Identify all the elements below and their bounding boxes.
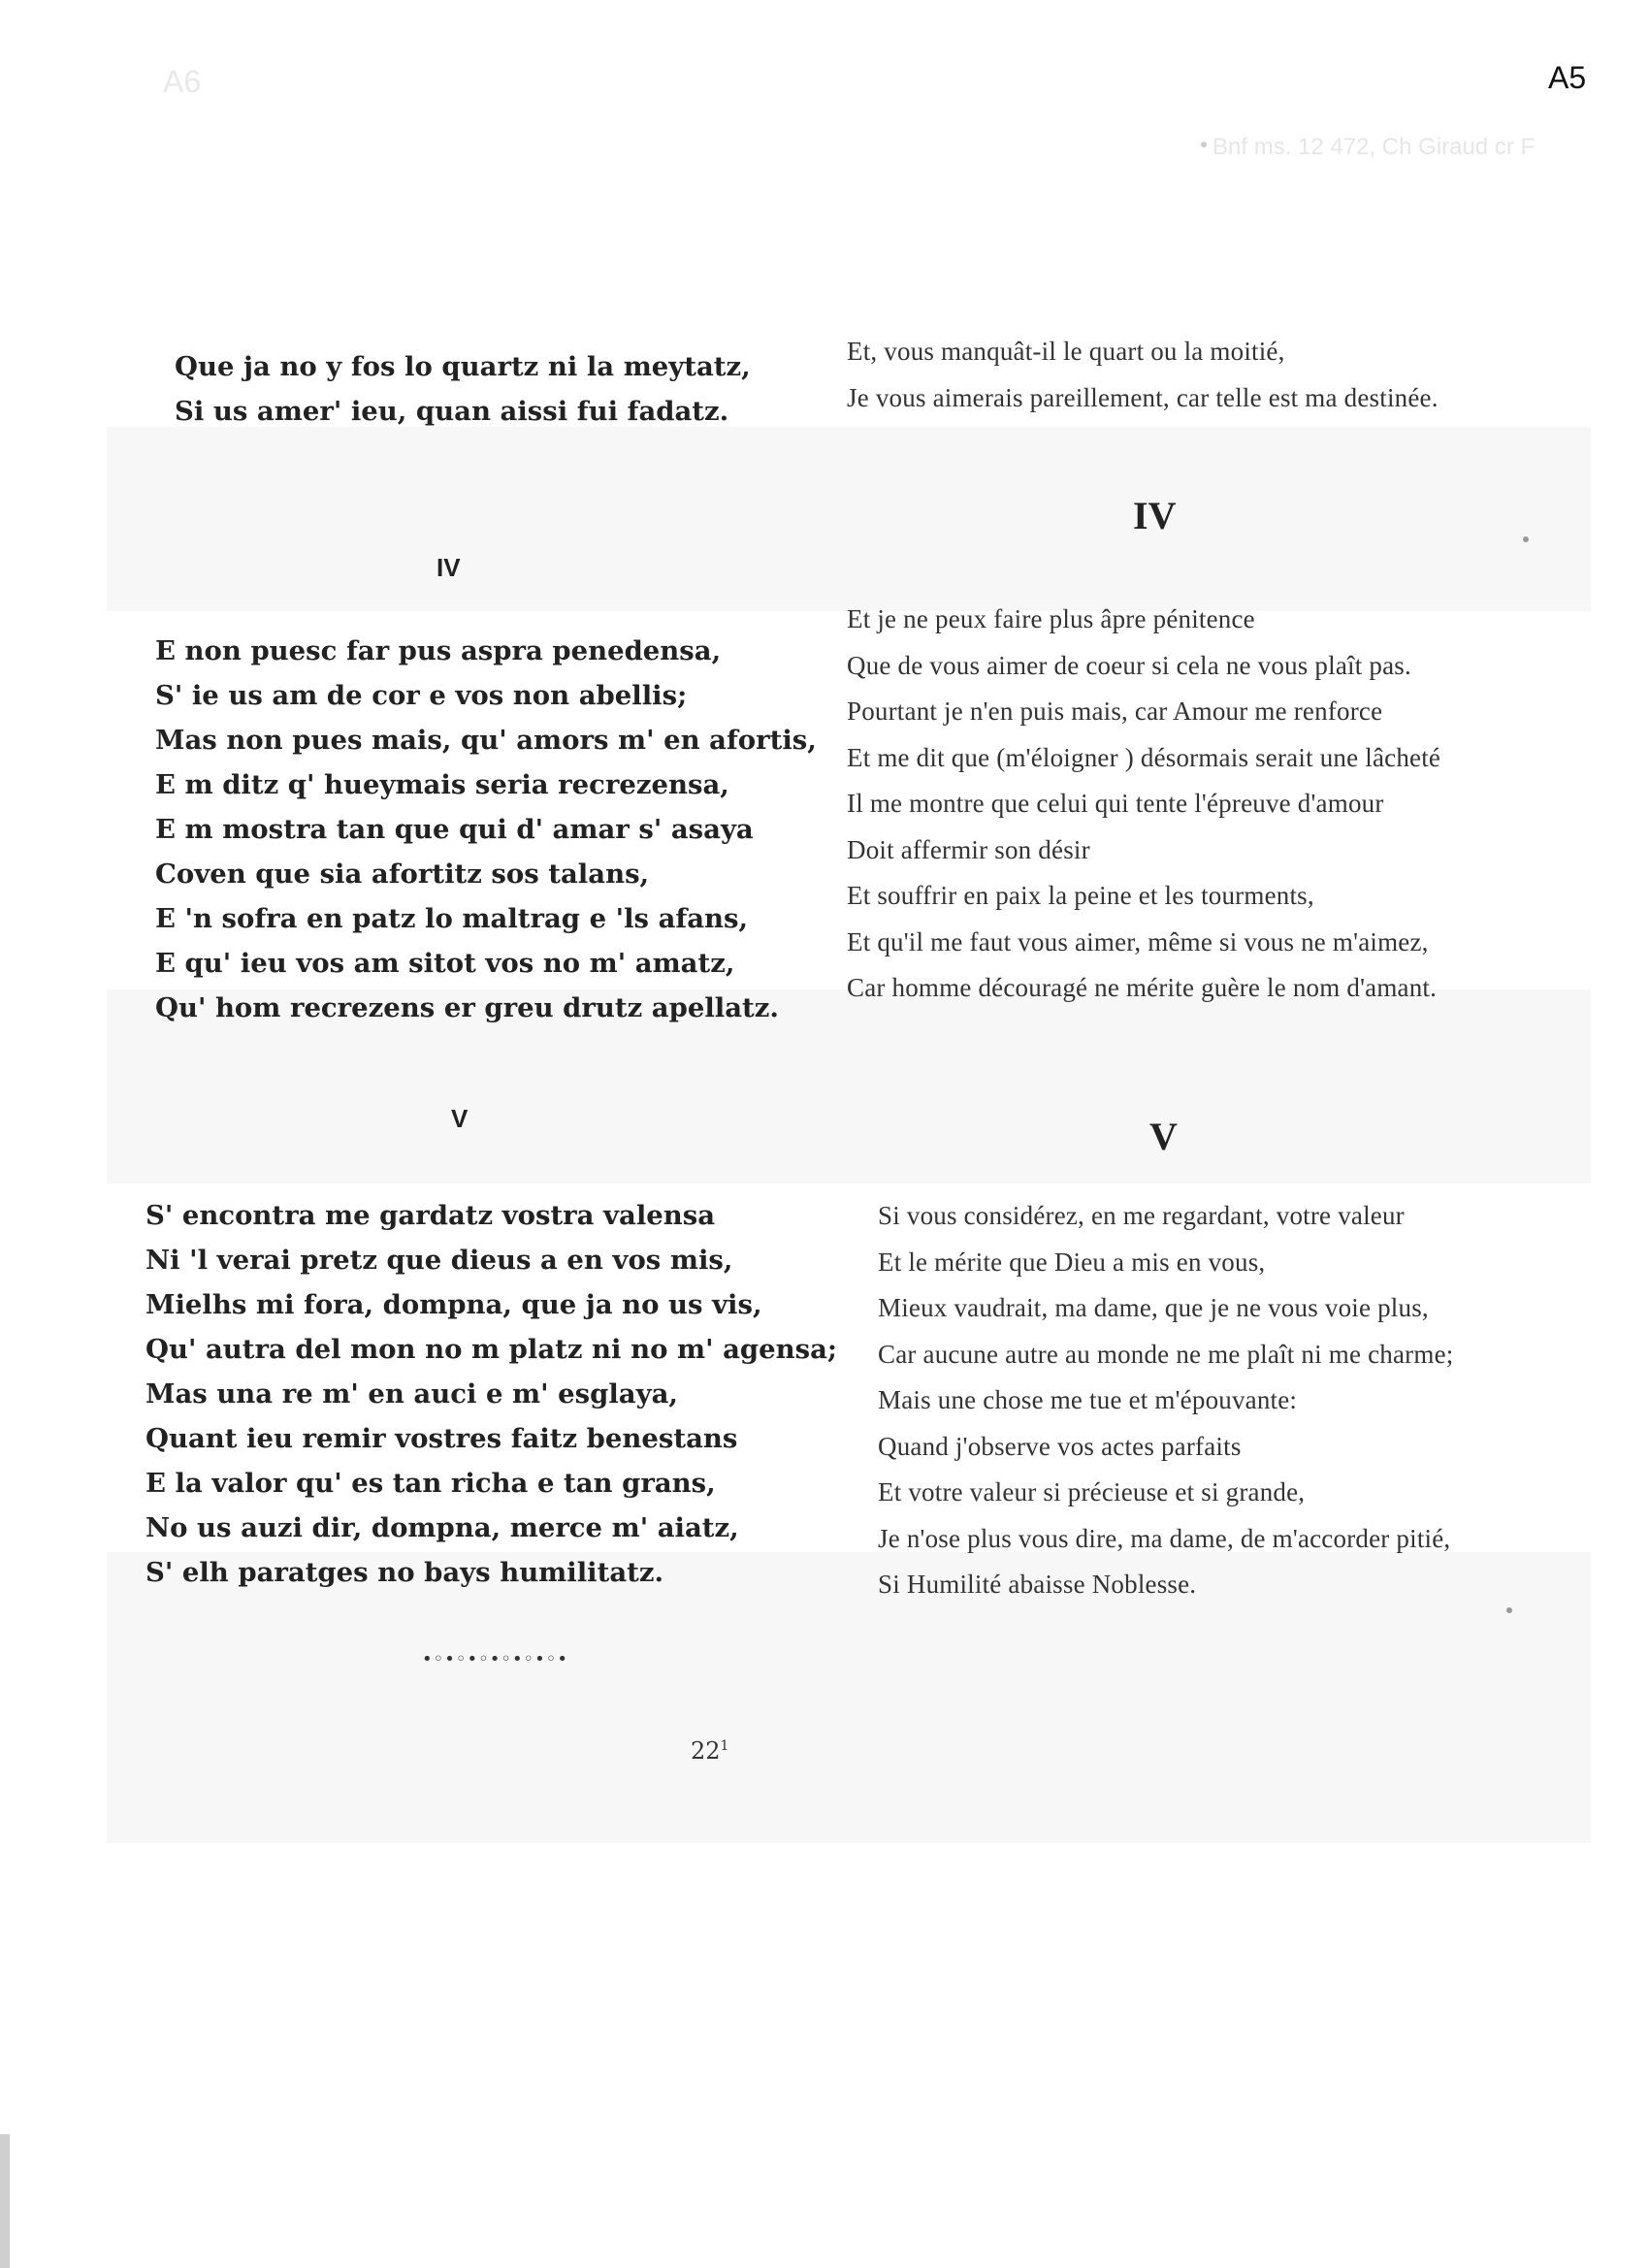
- translation-line: Doit affermir son désir: [847, 834, 1090, 864]
- page-label: A5: [1548, 60, 1587, 95]
- occitan-stanza-number: V: [451, 1104, 469, 1133]
- french-stanza-number: V: [1149, 1115, 1178, 1158]
- show-through-label: A6: [163, 64, 202, 99]
- verse-line: E 'n sofra en patz lo maltrag e 'ls afans,: [155, 903, 749, 934]
- translation-line: Et me dit que (m'éloigner ) désormais serait une lâcheté: [847, 742, 1441, 772]
- show-through-reference: Bnf ms. 12 472, Ch Giraud cr F: [1212, 134, 1536, 160]
- verse-line: Coven que sia afortitz sos talans,: [155, 859, 650, 890]
- ornament-rule: •◦•◦•◦•◦•◦•◦•: [422, 1649, 569, 1669]
- translation-line: Car aucune autre au monde ne me plaît ni me charme;: [878, 1339, 1454, 1369]
- verse-line: S' ie us am de cor e vos non abellis;: [155, 680, 688, 711]
- french-stanza-iv: [847, 597, 1440, 1012]
- french-stanza-v: [878, 1193, 1453, 1608]
- verse-line: E la valor qu' es tan richa e tan grans,: [146, 1468, 716, 1499]
- verse-line: Ni 'l verai pretz que dieus a en vos mis,: [146, 1245, 733, 1276]
- french-intro: [847, 329, 1439, 421]
- translation-line: Je vous aimerais pareillement, car telle est ma destinée.: [847, 382, 1439, 412]
- verse-line: S' elh paratges no bays humilitatz.: [146, 1557, 664, 1588]
- translation-line: Et, vous manquât-il le quart ou la moitié,: [847, 337, 1285, 366]
- folio-superscript: 1: [720, 1738, 729, 1754]
- verse-line: Mas non pues mais, qu' amors m' en afortis,: [155, 725, 817, 756]
- translation-line: Quand j'observe vos actes parfaits: [878, 1431, 1242, 1461]
- french-stanza-number: IV: [1133, 494, 1177, 537]
- verse-line: Quant ieu remir vostres faitz benestans: [146, 1423, 738, 1454]
- verse-line: E m mostra tan que qui d' amar s' asaya: [155, 814, 754, 845]
- occitan-stanza-number: IV: [436, 553, 461, 582]
- verse-line: E qu' ieu vos am sitot vos no m' amatz,: [155, 948, 735, 979]
- translation-line: Si Humilité abaisse Noblesse.: [878, 1570, 1197, 1599]
- verse-line: E m ditz q' hueymais seria recrezensa,: [155, 769, 729, 800]
- translation-line: Je n'ose plus vous dire, ma dame, de m'accorder pitié,: [878, 1523, 1451, 1553]
- scan-speck: [1506, 1607, 1512, 1613]
- verse-line: Que ja no y fos lo quartz ni la meytatz,: [175, 351, 751, 382]
- scan-speck: [1523, 536, 1529, 542]
- verse-line: Mas una re m' en auci e m' esglaya,: [146, 1378, 678, 1409]
- translation-line: Et souffrir en paix la peine et les tourments,: [847, 881, 1314, 910]
- translation-line: Mieux vaudrait, ma dame, que je ne vous voie plus,: [878, 1293, 1429, 1322]
- verse-line: Mielhs mi fora, dompna, que ja no us vis,: [146, 1289, 762, 1320]
- occitan-intro: [175, 344, 751, 434]
- binding-shadow: [0, 2134, 10, 2268]
- translation-line: Et votre valeur si précieuse et si grande,: [878, 1477, 1306, 1507]
- translation-line: Car homme découragé ne mérite guère le nom d'amant.: [847, 973, 1438, 1002]
- translation-line: Que de vous aimer de coeur si cela ne vous plaît pas.: [847, 650, 1411, 680]
- translation-line: Et je ne peux faire plus âpre pénitence: [847, 604, 1255, 633]
- occitan-stanza-iv: [155, 629, 817, 1030]
- verse-line: Qu' autra del mon no m platz ni no m' agensa;: [146, 1334, 838, 1365]
- occitan-stanza-v: [146, 1193, 837, 1595]
- folio-number: [691, 1737, 728, 1765]
- verse-line: Qu' hom recrezens er greu drutz apellatz.: [155, 992, 779, 1023]
- translation-line: Pourtant je n'en puis mais, car Amour me renforce: [847, 697, 1383, 726]
- translation-line: Il me montre que celui qui tente l'épreuve d'amour: [847, 789, 1384, 818]
- folio-text: 22: [691, 1737, 721, 1765]
- translation-line: Et le mérite que Dieu a mis en vous,: [878, 1247, 1266, 1277]
- translation-line: Et qu'il me faut vous aimer, même si vous ne m'aimez,: [847, 926, 1429, 956]
- verse-line: Si us amer' ieu, quan aissi fui fadatz.: [175, 396, 729, 427]
- scan-speck: [1201, 142, 1207, 147]
- verse-line: E non puesc far pus aspra penedensa,: [155, 635, 722, 666]
- show-through-band: [107, 427, 1591, 611]
- translation-line: Si vous considérez, en me regardant, votre valeur: [878, 1201, 1405, 1230]
- verse-line: No us auzi dir, dompna, merce m' aiatz,: [146, 1512, 739, 1543]
- translation-line: Mais une chose me tue et m'épouvante:: [878, 1385, 1298, 1414]
- verse-line: S' encontra me gardatz vostra valensa: [146, 1200, 716, 1231]
